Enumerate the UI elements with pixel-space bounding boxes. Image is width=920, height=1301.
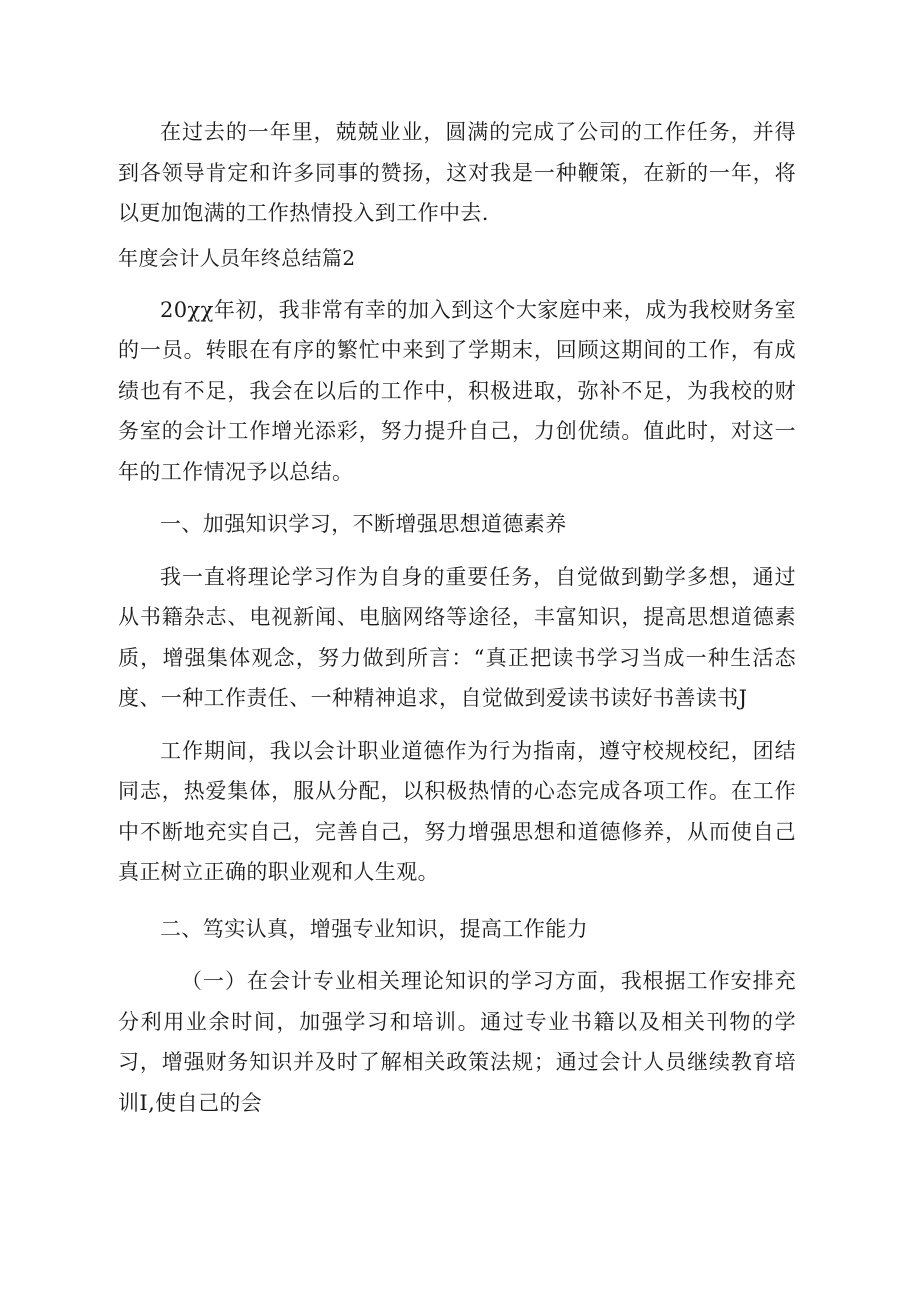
paragraph-professional-study: （一）在会计专业相关理论知识的学习方面，我根据工作安排充分利用业余时间，加强学习和培训。通过专业书籍以及相关刊物的学习，增强财务知识并及时了解相关政策法规；通过会计人员继续教育培训I,使自己的会 [118, 969, 796, 1115]
section-title-one: 一、加强知识学习，不断增强思想道德素养 [160, 512, 567, 536]
section-title-two: 二、笃实认真，增强专业知识，提高工作能力 [160, 916, 588, 941]
paragraph-theory-study: 我一直将理论学习作为自身的重要任务，自觉做到勤学多想，通过从书籍杂志、电视新闻、电脑网络等途径，丰富知识，提高思想道德素质，增强集体观念，努力做到所言：“真正把读书学习当成一种生活态度、一种工作责任、一种精神追求，自觉做到爱读书读好书善读书J [118, 564, 796, 710]
paragraph-work-ethics: 工作期间，我以会计职业道德作为行为指南，遵守校规校纪，团结同志，热爱集体，服从分配，以积极热情的心态完成各项工作。在工作中不断地充实自己，完善自己，努力增强思想和道德修养，从而使自己真正树立正确的职业观和人生观。 [118, 738, 796, 884]
article-heading: 年度会计人员年终总结篇2 [118, 245, 356, 270]
paragraph-summary-intro: 在过去的一年里，兢兢业业，圆满的完成了公司的工作任务，并得到各领导肯定和许多同事的赞扬，这对我是一种鞭策，在新的一年，将以更加饱满的工作热情投入到工作中去. [118, 120, 796, 225]
document-page [118, 112, 796, 1123]
paragraph-opening: 20χχ年初，我非常有幸的加入到这个大家庭中来，成为我校财务室的一员。转眼在有序的繁忙中来到了学期末，回顾这期间的工作，有成绩也有不足，我会在以后的工作中，积极进取，弥补不足，为我校的财务室的会计工作增光添彩，努力提升自己，力创优绩。值此时，对这一年的工作情况予以总结。 [118, 297, 796, 484]
